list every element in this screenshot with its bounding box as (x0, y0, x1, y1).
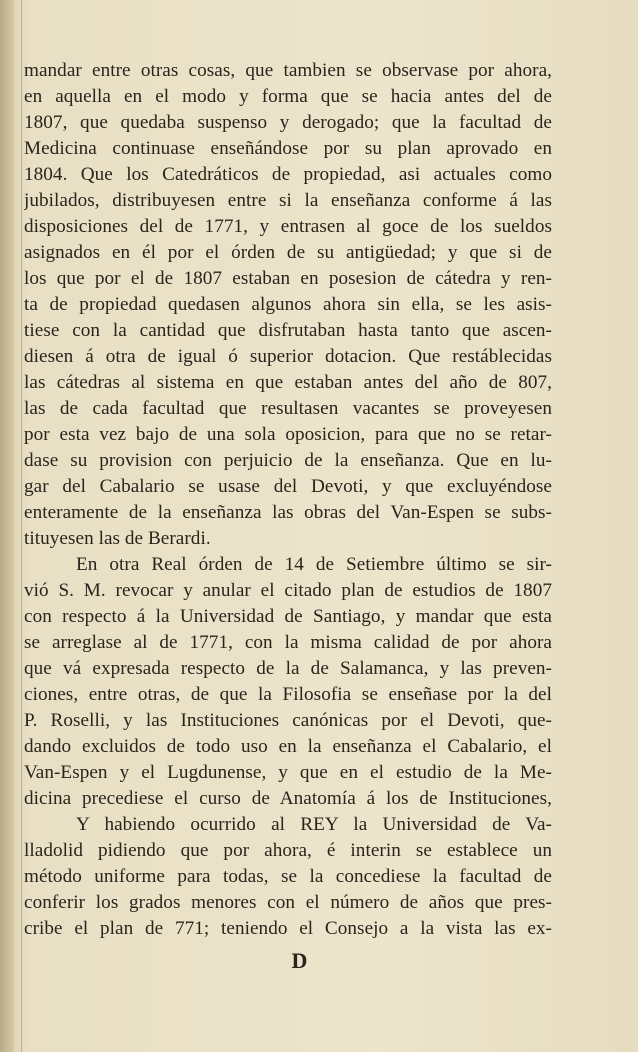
text-line: asignados en él por el órden de su antigüedad; y que si de (24, 242, 552, 263)
text-line: ciones, entre otras, de que la Filosofia se enseñase por la del (24, 684, 552, 705)
text-line: mandar entre otras cosas, que tambien se observase por ahora, (24, 60, 552, 81)
text-line: jubilados, distribuyesen entre si la enseñanza conforme á las (24, 190, 552, 211)
text-line: método uniforme para todas, se la concediese la facultad de (24, 866, 552, 887)
text-line: Medicina continuase enseñándose por su plan aprovado en (24, 138, 552, 159)
text-line: dicina precediese el curso de Anatomía á los de Instituciones, (24, 788, 552, 809)
text-line: diesen á otra de igual ó superior dotacion. Que restáblecidas (24, 346, 552, 367)
text-line: vió S. M. revocar y anular el citado plan de estudios de 1807 (24, 580, 552, 601)
text-line: tituyesen las de Berardi. (24, 528, 211, 549)
text-line: cribe el plan de 771; teniendo el Consejo a la vista las ex- (24, 918, 552, 939)
text-line: lladolid pidiendo que por ahora, é interin se establece un (24, 840, 552, 861)
text-line: las cátedras al sistema en que estaban antes del año de 807, (24, 372, 552, 393)
text-line: P. Roselli, y las Instituciones canónicas por el Devoti, que- (24, 710, 552, 731)
text-line: Van-Espen y el Lugdunense, y que en el estudio de la Me- (24, 762, 552, 783)
text-line: por esta vez bajo de una sola oposicion, para que no se retar- (24, 424, 552, 445)
body-text (24, 58, 552, 942)
text-line: dando excluidos de todo uso en la enseñanza el Cabalario, el (24, 736, 552, 757)
signature-mark: D (291, 948, 309, 973)
text-line: disposiciones del de 1771, y entrasen al goce de los sueldos (24, 216, 552, 237)
text-line: ta de propiedad quedasen algunos ahora sin ella, se les asis- (24, 294, 552, 315)
text-line: se arreglase al de 1771, con la misma calidad de por ahora (24, 632, 552, 653)
paragraph-start-line: En otra Real órden de 14 de Setiembre último se sir- (76, 554, 552, 575)
text-line: dase su provision con perjuicio de la enseñanza. Que en lu- (24, 450, 552, 471)
text-line: 1807, que quedaba suspenso y derogado; que la facultad de (24, 112, 552, 133)
text-line: que vá expresada respecto de la de Salamanca, y las preven- (24, 658, 552, 679)
text-line: enteramente de la enseñanza las obras del Van-Espen se subs- (24, 502, 552, 523)
text-line: 1804. Que los Catedráticos de propiedad, asi actuales como (24, 164, 552, 185)
text-line: con respecto á la Universidad de Santiago, y mandar que esta (24, 606, 552, 627)
text-line: los que por el de 1807 estaban en posesion de cátedra y ren- (24, 268, 552, 289)
text-line: tiese con la cantidad que disfrutaban hasta tanto que ascen- (24, 320, 552, 341)
page-gutter (0, 0, 14, 1052)
text-line: conferir los grados menores con el número de años que pres- (24, 892, 552, 913)
text-line: en aquella en el modo y forma que se hacia antes del de (24, 86, 552, 107)
text-line: las de cada facultad que resultasen vacantes se proveyesen (24, 398, 552, 419)
spine-line (21, 0, 22, 1052)
text-line: gar del Cabalario se usase del Devoti, y que excluyéndose (24, 476, 552, 497)
paragraph-start-line: Y habiendo ocurrido al REY la Universidad de Va- (76, 814, 552, 835)
